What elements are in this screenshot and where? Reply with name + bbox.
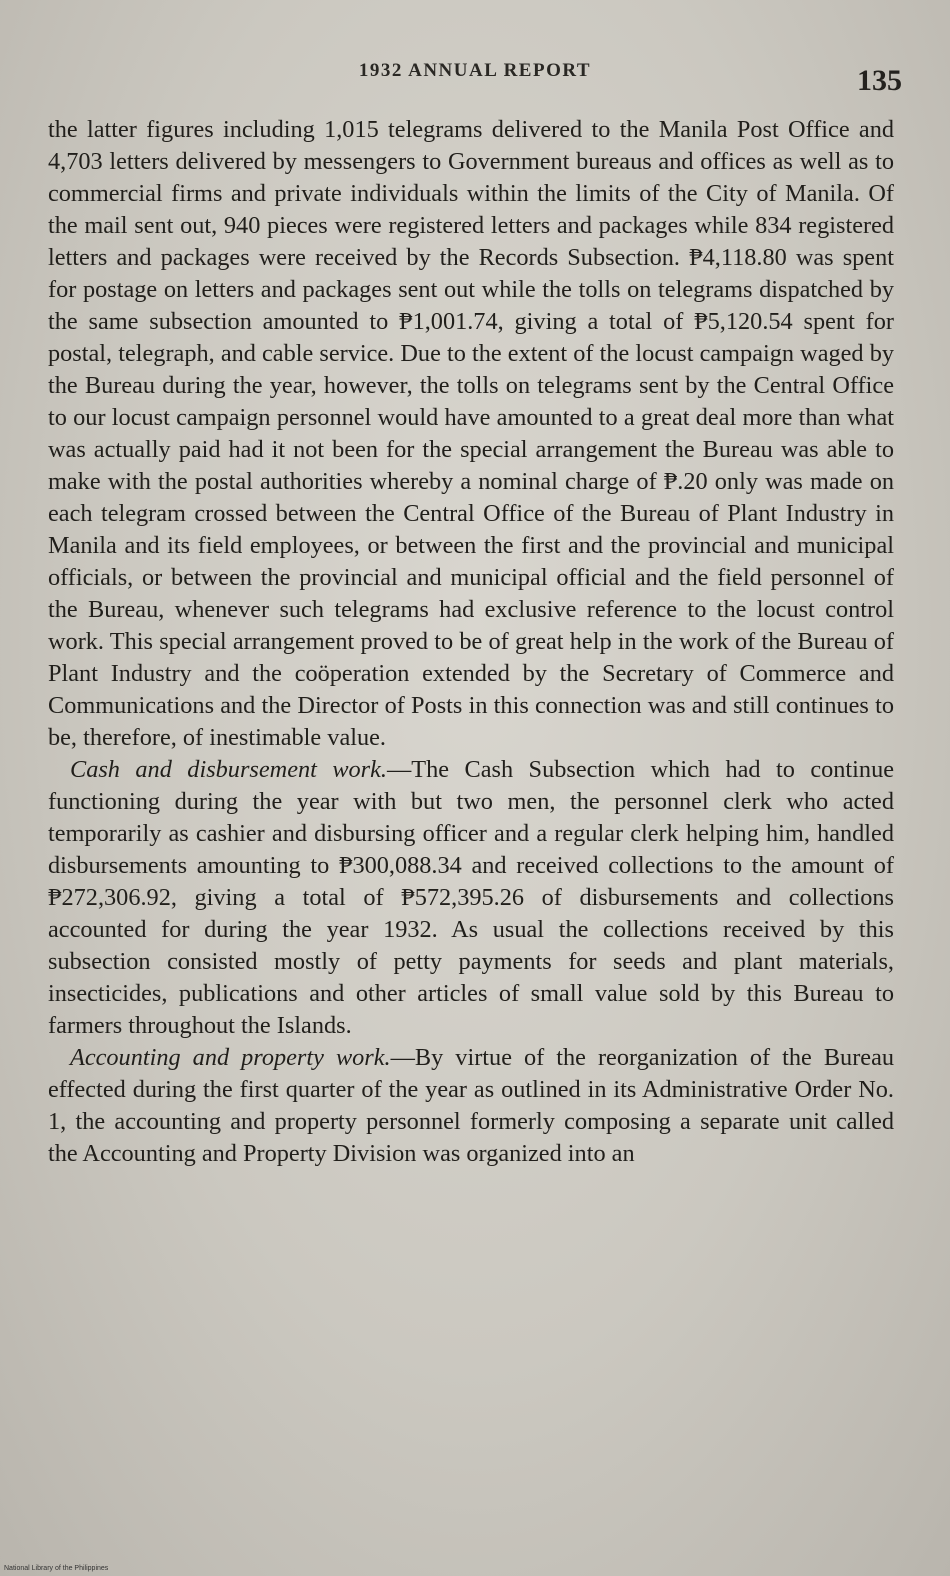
section-heading-cash: Cash and disbursement work. [70,756,387,783]
body-text [48,114,894,1170]
section-heading-accounting: Accounting and property work. [70,1044,391,1071]
paragraph-text: the latter figures including 1,015 telegrams delivered to the Manila Post Office and 4,703 letters delivered by messengers to Government bureaus and offices as well as to commercial firms and private individuals within the limits of the City of Manila. Of the mail sent out, 940 pieces were registered letters and packages while 834 registered letters and packages were received by the Records Subsection. ₱4,118.80 was spent for postage on letters and packages sent out while the tolls on telegrams dispatched by the same subsection amounted to ₱1,001.74, giving a total of ₱5,120.54 spent for postal, telegraph, and cable service. Due to the extent of the locust campaign waged by the Bureau during the year, however, the tolls on telegrams sent by the Central Office to our locust campaign personnel would have amounted to a great deal more than what was actually paid had it not been for the special arrangement the Bureau was able to make with the postal authorities whereby a nominal charge of ₱.20 only was made on each telegram crossed between the Central Office of the Bureau of Plant Industry in Manila and its field employees, or between the first and the provincial and municipal officials, or between the provincial and municipal official and the field personnel of the Bureau, whenever such telegrams had exclusive reference to the locust control work. This special arrangement proved to be of great help in the work of the Bureau of Plant Industry and the coöperation extended by the Secretary of Commerce and Communications and the Director of Posts in this connection was and still continues to be, therefore, of inestimable value. [48,116,894,751]
library-credit: National Library of the Philippines [4,1565,109,1572]
paragraph-accounting-property [48,1042,894,1170]
running-head [0,52,950,102]
paragraph-text: —By virtue of the reorganization of the Bureau effected during the first quarter of the year as outlined in its Administrative Order No. 1, the accounting and property personnel formerly composing a separate unit called the Accounting and Property Division was organized into an [48,1044,894,1167]
page-number: 135 [857,64,902,97]
paragraph-text: —The Cash Subsection which had to continue functioning during the year with but two men, the personnel clerk who acted temporarily as cashier and disbursing officer and a regular clerk helping him, handled disbursements amounting to ₱300,088.34 and received collections to the amount of ₱272,306.92, giving a total of ₱572,395.26 of disbursements and collections accounted for during the year 1932. As usual the collections received by this subsection consisted mostly of petty payments for seeds and plant materials, insecticides, publications and other articles of small value sold by this Bureau to farmers throughout the Islands. [48,756,895,1039]
paragraph-cash-disbursement [48,754,894,1042]
report-title: 1932 ANNUAL REPORT [358,60,592,81]
paragraph-communications [48,114,894,754]
